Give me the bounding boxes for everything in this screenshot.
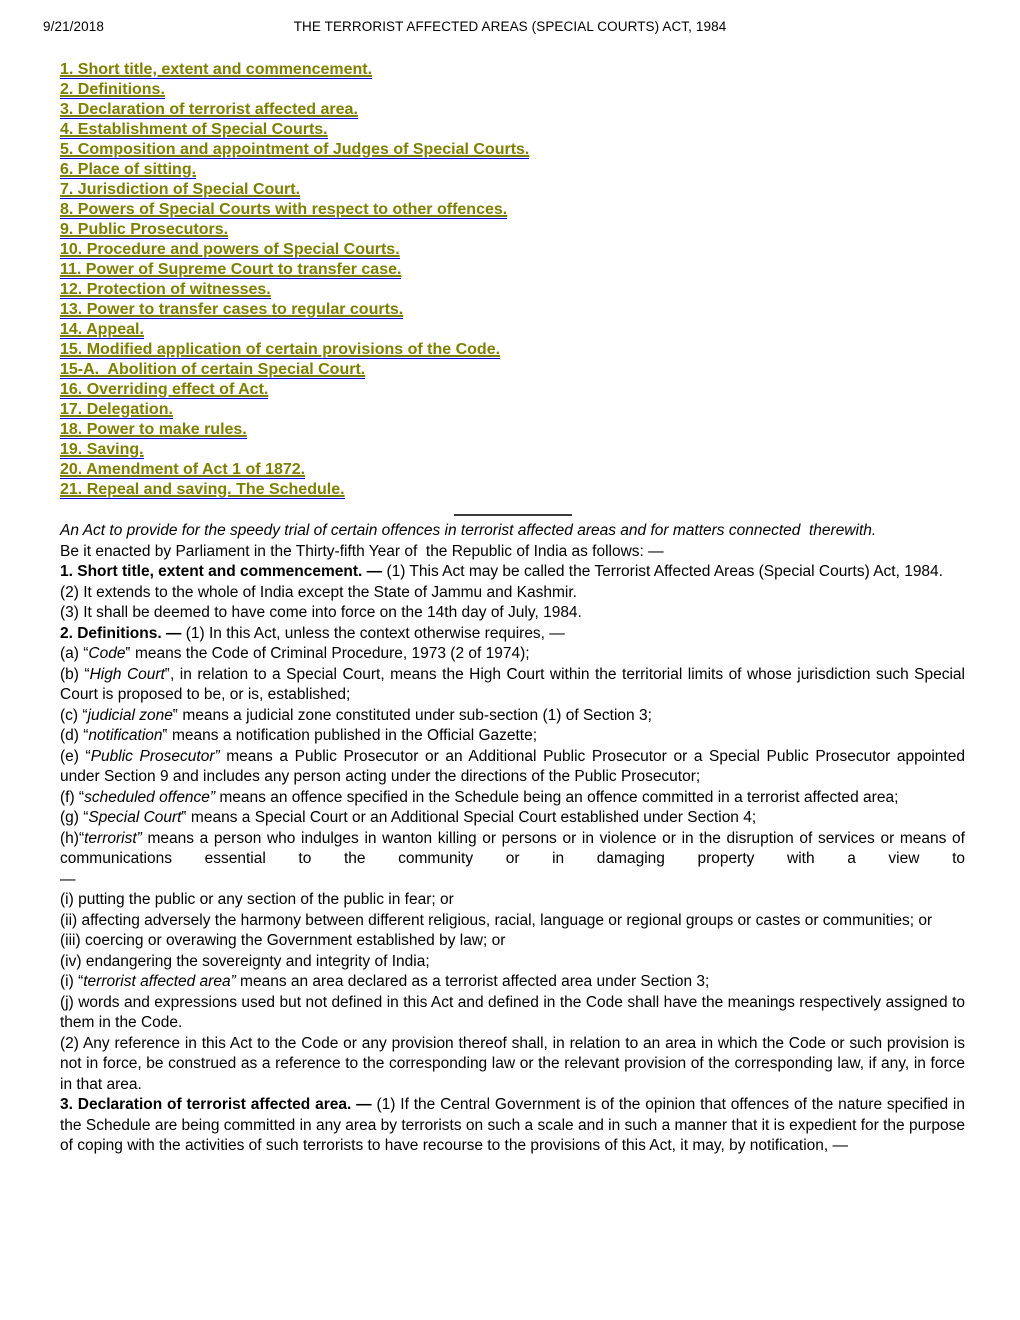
text-run: (3) It shall be deemed to have come into force on the 14th day of July, 1984.	[60, 604, 582, 621]
table-of-contents	[60, 60, 965, 500]
paragraph	[60, 911, 965, 932]
toc-item	[60, 340, 965, 360]
toc-item	[60, 460, 965, 480]
toc-item	[60, 440, 965, 460]
text-run: ‟ means a Special Court or an Additional Special Court established under Section 4;	[181, 809, 757, 826]
text-run: ‟ means a notification published in the Official Gazette;	[162, 727, 538, 744]
paragraph	[60, 808, 965, 829]
paragraph	[60, 993, 970, 1034]
text-run: ‟ means a judicial zone constituted under sub-section (1) of Section 3;	[172, 706, 652, 724]
text-run: (j) words and expressions used but not defined in this Act and defined in the Code shall have the meanings respectively assigned to them in the Code.	[60, 993, 970, 1031]
toc-link[interactable]: 4. Establishment of Special Courts.	[60, 121, 328, 138]
toc-link[interactable]: 3. Declaration of terrorist affected area.	[60, 101, 358, 118]
text-run: (ii) affecting adversely the harmony between different religious, racial, language or regional groups or castes or communities; or	[60, 911, 933, 929]
toc-item	[60, 220, 965, 240]
text-run: means a person who indulges in wanton killing or persons or in violence or in the disruption of services or means of communications essential to the community or in damaging property with a view to	[60, 829, 970, 867]
toc-item	[60, 420, 965, 440]
toc-item	[60, 120, 965, 140]
text-run: Special Court	[88, 809, 182, 826]
paragraph	[60, 870, 965, 891]
toc-link[interactable]: 15-A. Abolition of certain Special Court.	[60, 361, 366, 378]
text-run: (h)“	[60, 829, 85, 847]
toc-link[interactable]: 9. Public Prosecutors.	[60, 221, 229, 238]
paragraph	[60, 521, 965, 542]
paragraph	[60, 1095, 970, 1157]
paragraph	[60, 931, 965, 952]
text-run: 1. Short title, extent and commencement. —	[60, 563, 387, 580]
toc-item	[60, 180, 965, 200]
text-run: (i) “	[60, 973, 84, 990]
paragraph	[60, 665, 970, 706]
paragraph	[60, 890, 965, 911]
text-run: —	[60, 870, 76, 888]
toc-link[interactable]: 18. Power to make rules.	[60, 421, 247, 438]
toc-link[interactable]: 16. Overriding effect of Act.	[60, 381, 269, 398]
text-run: means an offence specified in the Schedule being an offence committed in a terrorist affected area;	[215, 788, 899, 806]
toc-item	[60, 360, 965, 380]
toc-item	[60, 160, 965, 180]
toc-item	[60, 280, 965, 300]
toc-item	[60, 320, 965, 340]
paragraph	[60, 562, 965, 583]
toc-item	[60, 80, 965, 100]
toc-link[interactable]: 10. Procedure and powers of Special Courts.	[60, 241, 400, 258]
toc-item	[60, 260, 965, 280]
paragraph	[60, 726, 965, 747]
toc-link[interactable]: 6. Place of sitting.	[60, 161, 197, 178]
toc-item	[60, 100, 965, 120]
toc-link[interactable]: 12. Protection of witnesses.	[60, 281, 271, 298]
paragraph	[60, 1034, 970, 1096]
paragraph	[60, 747, 970, 788]
text-run: 2. Definitions. —	[60, 624, 186, 642]
text-run: (b) “	[60, 665, 90, 683]
document-content	[60, 60, 970, 1157]
toc-item	[60, 200, 965, 220]
text-run: Code	[88, 645, 126, 662]
toc-item	[60, 60, 965, 80]
paragraph	[60, 972, 965, 993]
text-run: High Court	[89, 665, 165, 683]
paragraph	[60, 624, 965, 645]
text-run: (2) It extends to the whole of India except the State of Jammu and Kashmir.	[60, 583, 577, 601]
text-run: (f) “	[60, 788, 85, 806]
text-run: terrorist”	[84, 829, 142, 847]
text-run: ‟ means the Code of Criminal Procedure, 1973 (2 of 1974);	[125, 645, 530, 662]
toc-link[interactable]: 19. Saving.	[60, 441, 144, 458]
toc-link[interactable]: 15. Modified application of certain provisions of the Code.	[60, 341, 501, 358]
toc-link[interactable]: 5. Composition and appointment of Judges of Special Courts.	[60, 141, 530, 158]
text-run: means an area declared as a terrorist affected area under Section 3;	[235, 973, 710, 990]
toc-link[interactable]: 2. Definitions.	[60, 81, 165, 98]
toc-link[interactable]: 1. Short title, extent and commencement.	[60, 61, 373, 78]
text-run: 3. Declaration of terrorist affected area. —	[60, 1096, 377, 1113]
text-run: (e) “	[60, 747, 91, 765]
toc-item	[60, 480, 965, 500]
act-body-text	[60, 521, 970, 1157]
toc-link[interactable]: 21. Repeal and saving. The Schedule.	[60, 481, 345, 498]
toc-link[interactable]: 11. Power of Supreme Court to transfer case.	[60, 261, 402, 278]
text-run: ‟, in relation to a Special Court, means the High Court within the territorial limits of whose jurisdiction such Special Court is proposed to be, or is, established;	[60, 665, 970, 703]
text-run: (1) In this Act, unless the context otherwise requires, —	[185, 624, 565, 642]
toc-link[interactable]: 7. Jurisdiction of Special Court.	[60, 181, 301, 198]
toc-link[interactable]: 8. Powers of Special Courts with respect to other offences.	[60, 201, 508, 218]
toc-link[interactable]: 20. Amendment of Act 1 of 1872.	[60, 461, 306, 478]
toc-item	[60, 300, 965, 320]
paragraph	[60, 542, 965, 563]
paragraph	[60, 706, 965, 727]
text-run: means a Public Prosecutor or an Additional Public Prosecutor or a Special Public Prosecutor appointed under Section 9 and includes any person acting under the directions of the Public Prosecutor;	[60, 747, 970, 785]
text-run: (2) Any reference in this Act to the Code or any provision thereof shall, in relation to an area in which the Code or such provision is not in force, be construed as a reference to the corresponding law or the relevant provision of the corresponding law, if any, in force in that area.	[60, 1034, 970, 1093]
paragraph	[60, 952, 965, 973]
paragraph	[60, 644, 965, 665]
text-run: (1) If the Central Government is of the opinion that offences of the nature specified in the Schedule are being committed in any area by terrorists on such a scale and in such a manner that it is expedient for the purpose of coping with the activities of such terrorists to have recourse to the provisions of this Act, it may, by notification, —	[60, 1096, 970, 1154]
text-run: scheduled offence”	[84, 788, 216, 806]
text-run: Public Prosecutor”	[90, 747, 220, 765]
print-header	[0, 0, 1020, 34]
text-run: (a) “	[60, 645, 89, 662]
text-run: terrorist affected area”	[83, 973, 236, 990]
text-run: (iv) endangering the sovereignty and integrity of India;	[60, 952, 430, 970]
text-run: notification	[88, 727, 163, 744]
paragraph	[60, 583, 965, 604]
text-run: An Act to provide for the speedy trial of certain offences in terrorist affected areas and for matters connected therewith.	[60, 522, 877, 539]
text-run: judicial zone	[87, 706, 173, 724]
toc-item	[60, 240, 965, 260]
toc-link[interactable]: 14. Appeal.	[60, 321, 144, 338]
toc-item	[60, 400, 965, 420]
text-run: (iii) coercing or overawing the Government established by law; or	[60, 932, 506, 949]
header-title: THE TERRORIST AFFECTED AREAS (SPECIAL COURTS) ACT, 1984	[293, 19, 727, 34]
paragraph	[60, 788, 965, 809]
paragraph	[60, 603, 965, 624]
toc-item	[60, 380, 965, 400]
section-divider	[454, 514, 572, 516]
text-run: (1) This Act may be called the Terrorist Affected Areas (Special Courts) Act, 1984.	[386, 563, 943, 580]
toc-link[interactable]: 17. Delegation.	[60, 401, 173, 418]
toc-item	[60, 140, 965, 160]
text-run: Be it enacted by Parliament in the Thirty-fifth Year of the Republic of India as follows: —	[60, 542, 664, 560]
text-run: (i) putting the public or any section of the public in fear; or	[60, 891, 454, 908]
paragraph	[60, 829, 970, 870]
text-run: (c) “	[60, 706, 88, 724]
text-run: (g) “	[60, 809, 89, 826]
toc-link[interactable]: 13. Power to transfer cases to regular courts.	[60, 301, 404, 318]
header-date: 9/21/2018	[43, 19, 104, 34]
text-run: (d) “	[60, 727, 89, 744]
